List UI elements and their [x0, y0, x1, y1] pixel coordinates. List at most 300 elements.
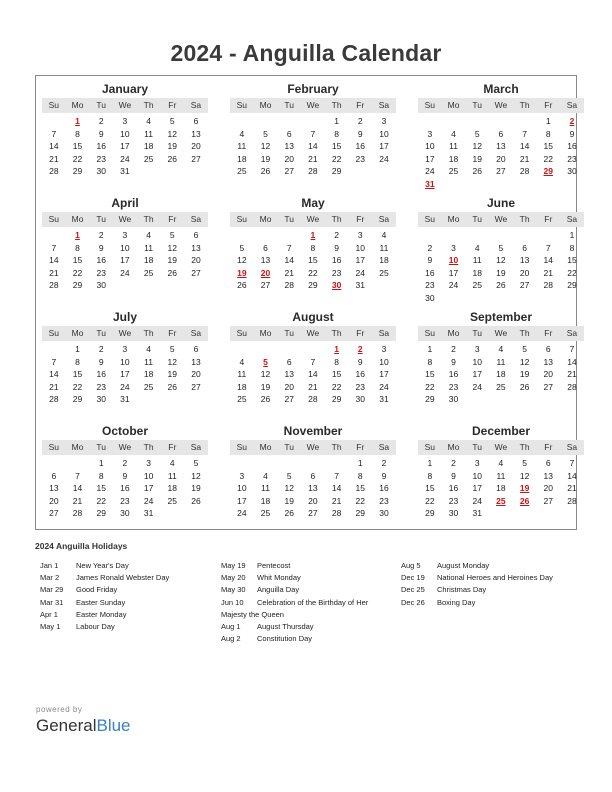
day-cell[interactable]: 24	[472, 495, 482, 506]
day-cell[interactable]: 9	[98, 128, 104, 139]
day-cell[interactable]: 2	[357, 116, 363, 126]
day-cell[interactable]: 22	[355, 495, 366, 506]
day-cell[interactable]: 16	[96, 141, 106, 152]
day-cell[interactable]: 2	[334, 230, 339, 240]
day-cell[interactable]: 11	[237, 141, 247, 152]
holiday-day-cell[interactable]: 26	[519, 495, 530, 506]
day-cell[interactable]: 25	[472, 280, 482, 291]
day-cell[interactable]: 11	[144, 242, 153, 253]
day-cell[interactable]: 22	[308, 267, 318, 278]
day-cell[interactable]: 9	[98, 356, 104, 367]
day-cell[interactable]: 8	[427, 470, 433, 481]
day-cell[interactable]: 25	[237, 166, 247, 177]
holiday-day-cell[interactable]: 1	[334, 344, 339, 354]
day-cell[interactable]: 28	[284, 280, 294, 291]
day-cell[interactable]: 4	[451, 128, 456, 139]
day-cell[interactable]: 8	[545, 128, 551, 139]
day-cell[interactable]: 13	[543, 470, 554, 481]
day-cell[interactable]: 22	[331, 153, 342, 164]
day-cell[interactable]: 14	[284, 255, 294, 266]
day-cell[interactable]: 15	[72, 369, 83, 380]
day-cell[interactable]: 2	[98, 230, 104, 240]
day-cell[interactable]: 4	[146, 116, 151, 126]
day-cell[interactable]: 26	[191, 495, 201, 506]
day-cell[interactable]: 2	[98, 116, 104, 126]
day-cell[interactable]: 25	[143, 153, 154, 164]
day-cell[interactable]: 10	[120, 242, 130, 253]
day-cell[interactable]: 19	[519, 369, 530, 380]
day-cell[interactable]: 1	[334, 116, 339, 126]
day-cell[interactable]: 13	[496, 141, 506, 152]
day-cell[interactable]: 3	[122, 230, 128, 240]
day-cell[interactable]: 27	[191, 153, 201, 164]
holiday-day-cell[interactable]: 1	[75, 116, 80, 126]
day-cell[interactable]: 19	[260, 153, 271, 164]
day-cell[interactable]: 27	[543, 381, 554, 392]
day-cell[interactable]: 1	[357, 458, 363, 468]
day-cell[interactable]: 12	[519, 470, 530, 481]
day-cell[interactable]: 3	[474, 458, 480, 468]
day-cell[interactable]: 19	[167, 369, 178, 380]
day-cell[interactable]: 3	[146, 458, 151, 468]
day-cell[interactable]: 15	[425, 483, 435, 494]
day-cell[interactable]: 6	[310, 470, 316, 481]
day-cell[interactable]: 26	[260, 394, 271, 405]
day-cell[interactable]: 12	[167, 242, 178, 253]
day-cell[interactable]: 12	[167, 128, 178, 139]
day-cell[interactable]: 25	[167, 495, 178, 506]
day-cell[interactable]: 6	[193, 230, 199, 240]
day-cell[interactable]: 9	[569, 128, 575, 139]
day-cell[interactable]: 24	[120, 381, 130, 392]
day-cell[interactable]: 9	[122, 470, 128, 481]
day-cell[interactable]: 23	[355, 153, 366, 164]
day-cell[interactable]: 3	[239, 470, 245, 481]
day-cell[interactable]: 17	[237, 495, 247, 506]
generalblue-logo[interactable]	[36, 716, 131, 736]
day-cell[interactable]: 5	[169, 230, 175, 240]
day-cell[interactable]: 17	[120, 369, 130, 380]
day-cell[interactable]: 11	[496, 356, 506, 367]
day-cell[interactable]: 13	[191, 356, 201, 367]
day-cell[interactable]: 4	[169, 458, 175, 468]
day-cell[interactable]: 23	[425, 280, 435, 291]
day-cell[interactable]: 13	[284, 369, 294, 380]
day-cell[interactable]: 6	[193, 344, 199, 354]
day-cell[interactable]: 15	[567, 255, 577, 266]
day-cell[interactable]: 16	[355, 369, 366, 380]
day-cell[interactable]: 2	[451, 458, 456, 468]
holiday-day-cell[interactable]: 29	[543, 166, 554, 177]
day-cell[interactable]: 10	[472, 356, 482, 367]
day-cell[interactable]: 30	[120, 508, 130, 519]
day-cell[interactable]: 17	[379, 141, 389, 152]
day-cell[interactable]: 3	[427, 128, 433, 139]
day-cell[interactable]: 11	[144, 128, 153, 139]
day-cell[interactable]: 22	[425, 495, 435, 506]
day-cell[interactable]: 30	[448, 394, 459, 405]
day-cell[interactable]: 16	[120, 483, 130, 494]
day-cell[interactable]: 24	[120, 267, 130, 278]
holiday-day-cell[interactable]: 1	[310, 230, 316, 240]
day-cell[interactable]: 30	[96, 280, 106, 291]
day-cell[interactable]: 5	[169, 116, 175, 126]
day-cell[interactable]: 19	[472, 153, 482, 164]
day-cell[interactable]: 18	[143, 141, 154, 152]
day-cell[interactable]: 12	[496, 255, 506, 266]
day-cell[interactable]: 15	[308, 255, 318, 266]
day-cell[interactable]: 17	[120, 255, 130, 266]
day-cell[interactable]: 6	[498, 128, 504, 139]
day-cell[interactable]: 29	[425, 394, 435, 405]
day-cell[interactable]: 6	[286, 356, 292, 367]
day-cell[interactable]: 5	[474, 128, 480, 139]
day-cell[interactable]: 23	[96, 381, 106, 392]
day-cell[interactable]: 9	[357, 356, 363, 367]
day-cell[interactable]: 12	[260, 141, 271, 152]
day-cell[interactable]: 22	[72, 153, 83, 164]
day-cell[interactable]: 23	[355, 381, 366, 392]
holiday-day-cell[interactable]: 20	[260, 267, 271, 278]
day-cell[interactable]: 6	[522, 242, 527, 253]
day-cell[interactable]: 29	[331, 394, 342, 405]
day-cell[interactable]: 16	[448, 369, 459, 380]
day-cell[interactable]: 30	[96, 166, 106, 177]
day-cell[interactable]: 23	[448, 495, 459, 506]
day-cell[interactable]: 26	[260, 166, 271, 177]
day-cell[interactable]: 18	[237, 153, 247, 164]
day-cell[interactable]: 4	[263, 470, 268, 481]
day-cell[interactable]: 7	[51, 242, 57, 253]
day-cell[interactable]: 4	[498, 344, 504, 354]
day-cell[interactable]: 14	[331, 483, 342, 494]
day-cell[interactable]: 11	[496, 470, 506, 481]
day-cell[interactable]: 13	[191, 128, 201, 139]
day-cell[interactable]: 30	[567, 166, 577, 177]
day-cell[interactable]: 15	[72, 141, 83, 152]
day-cell[interactable]: 24	[448, 280, 459, 291]
day-cell[interactable]: 6	[193, 116, 199, 126]
day-cell[interactable]: 15	[425, 369, 435, 380]
day-cell[interactable]: 6	[286, 128, 292, 139]
day-cell[interactable]: 12	[472, 141, 482, 152]
day-cell[interactable]: 17	[355, 255, 366, 266]
day-cell[interactable]: 13	[308, 483, 318, 494]
day-cell[interactable]: 7	[569, 458, 575, 468]
day-cell[interactable]: 24	[379, 381, 389, 392]
day-cell[interactable]: 29	[72, 394, 83, 405]
day-cell[interactable]: 16	[425, 267, 435, 278]
day-cell[interactable]: 26	[284, 508, 294, 519]
day-cell[interactable]: 9	[427, 255, 433, 266]
day-cell[interactable]: 25	[143, 381, 154, 392]
day-cell[interactable]: 21	[567, 483, 577, 494]
day-cell[interactable]: 27	[284, 166, 294, 177]
day-cell[interactable]: 20	[496, 153, 506, 164]
holiday-day-cell[interactable]: 25	[496, 495, 506, 506]
day-cell[interactable]: 7	[545, 242, 551, 253]
day-cell[interactable]: 10	[379, 356, 389, 367]
day-cell[interactable]: 24	[472, 381, 482, 392]
day-cell[interactable]: 14	[519, 141, 530, 152]
day-cell[interactable]: 3	[451, 242, 456, 253]
day-cell[interactable]: 24	[355, 267, 366, 278]
day-cell[interactable]: 18	[167, 483, 178, 494]
day-cell[interactable]: 22	[72, 381, 83, 392]
day-cell[interactable]: 5	[263, 128, 268, 139]
day-cell[interactable]: 27	[49, 508, 59, 519]
day-cell[interactable]: 15	[331, 369, 342, 380]
day-cell[interactable]: 31	[120, 394, 130, 405]
day-cell[interactable]: 10	[237, 483, 247, 494]
day-cell[interactable]: 19	[191, 483, 201, 494]
day-cell[interactable]: 7	[310, 128, 316, 139]
day-cell[interactable]: 29	[425, 508, 435, 519]
day-cell[interactable]: 8	[310, 242, 316, 253]
day-cell[interactable]: 31	[472, 508, 482, 519]
day-cell[interactable]: 14	[49, 369, 59, 380]
day-cell[interactable]: 27	[260, 280, 271, 291]
day-cell[interactable]: 11	[449, 141, 458, 152]
day-cell[interactable]: 21	[49, 267, 59, 278]
day-cell[interactable]: 10	[355, 242, 366, 253]
day-cell[interactable]: 8	[75, 356, 80, 367]
day-cell[interactable]: 3	[474, 344, 480, 354]
day-cell[interactable]: 9	[381, 470, 387, 481]
holiday-day-cell[interactable]: 2	[357, 344, 363, 354]
day-cell[interactable]: 25	[143, 267, 154, 278]
day-cell[interactable]: 22	[96, 495, 106, 506]
day-cell[interactable]: 9	[451, 470, 456, 481]
day-cell[interactable]: 18	[472, 267, 482, 278]
day-cell[interactable]: 18	[143, 255, 154, 266]
day-cell[interactable]: 19	[167, 141, 178, 152]
day-cell[interactable]: 12	[260, 369, 271, 380]
day-cell[interactable]: 21	[284, 267, 294, 278]
day-cell[interactable]: 20	[284, 381, 294, 392]
day-cell[interactable]: 17	[425, 153, 435, 164]
day-cell[interactable]: 15	[355, 483, 366, 494]
day-cell[interactable]: 22	[72, 267, 83, 278]
day-cell[interactable]: 8	[334, 356, 339, 367]
day-cell[interactable]: 24	[379, 153, 389, 164]
day-cell[interactable]: 14	[567, 470, 577, 481]
day-cell[interactable]: 12	[191, 470, 201, 481]
day-cell[interactable]: 1	[545, 116, 551, 126]
day-cell[interactable]: 28	[567, 381, 577, 392]
day-cell[interactable]: 30	[379, 508, 389, 519]
day-cell[interactable]: 7	[51, 128, 57, 139]
holiday-day-cell[interactable]: 1	[75, 230, 80, 240]
day-cell[interactable]: 28	[49, 394, 59, 405]
day-cell[interactable]: 7	[75, 470, 80, 481]
day-cell[interactable]: 2	[451, 344, 456, 354]
day-cell[interactable]: 23	[96, 267, 106, 278]
day-cell[interactable]: 9	[357, 128, 363, 139]
day-cell[interactable]: 8	[75, 128, 80, 139]
day-cell[interactable]: 14	[543, 255, 554, 266]
day-cell[interactable]: 1	[75, 344, 80, 354]
day-cell[interactable]: 27	[191, 381, 201, 392]
day-cell[interactable]: 17	[448, 267, 459, 278]
holiday-day-cell[interactable]: 19	[237, 267, 247, 278]
day-cell[interactable]: 11	[379, 242, 389, 253]
holiday-day-cell[interactable]: 10	[448, 255, 459, 266]
day-cell[interactable]: 23	[448, 381, 459, 392]
day-cell[interactable]: 28	[331, 508, 342, 519]
day-cell[interactable]: 22	[543, 153, 554, 164]
day-cell[interactable]: 23	[379, 495, 389, 506]
day-cell[interactable]: 8	[569, 242, 575, 253]
day-cell[interactable]: 20	[284, 153, 294, 164]
day-cell[interactable]: 14	[308, 369, 318, 380]
day-cell[interactable]: 4	[474, 242, 480, 253]
day-cell[interactable]: 18	[379, 255, 389, 266]
day-cell[interactable]: 21	[567, 369, 577, 380]
day-cell[interactable]: 11	[237, 369, 247, 380]
day-cell[interactable]: 10	[472, 470, 482, 481]
day-cell[interactable]: 15	[543, 141, 554, 152]
day-cell[interactable]: 23	[331, 267, 342, 278]
day-cell[interactable]: 5	[498, 242, 504, 253]
day-cell[interactable]: 13	[191, 242, 201, 253]
day-cell[interactable]: 19	[496, 267, 506, 278]
day-cell[interactable]: 2	[381, 458, 387, 468]
day-cell[interactable]: 20	[308, 495, 318, 506]
day-cell[interactable]: 13	[260, 255, 271, 266]
day-cell[interactable]: 12	[284, 483, 294, 494]
day-cell[interactable]: 5	[522, 458, 527, 468]
day-cell[interactable]: 11	[472, 255, 482, 266]
day-cell[interactable]: 30	[425, 292, 435, 303]
day-cell[interactable]: 31	[355, 280, 366, 291]
day-cell[interactable]: 17	[143, 483, 154, 494]
day-cell[interactable]: 28	[72, 508, 83, 519]
day-cell[interactable]: 22	[567, 267, 577, 278]
day-cell[interactable]: 2	[427, 242, 433, 253]
day-cell[interactable]: 25	[496, 381, 506, 392]
day-cell[interactable]: 17	[379, 369, 389, 380]
day-cell[interactable]: 18	[143, 369, 154, 380]
day-cell[interactable]: 24	[425, 166, 435, 177]
day-cell[interactable]: 18	[448, 153, 459, 164]
day-cell[interactable]: 5	[169, 344, 175, 354]
day-cell[interactable]: 3	[122, 116, 128, 126]
day-cell[interactable]: 19	[167, 255, 178, 266]
day-cell[interactable]: 26	[167, 381, 178, 392]
day-cell[interactable]: 27	[543, 495, 554, 506]
day-cell[interactable]: 20	[191, 255, 201, 266]
day-cell[interactable]: 1	[98, 458, 104, 468]
day-cell[interactable]: 10	[120, 356, 130, 367]
day-cell[interactable]: 21	[72, 495, 83, 506]
day-cell[interactable]: 10	[120, 128, 130, 139]
day-cell[interactable]: 5	[286, 470, 292, 481]
day-cell[interactable]: 25	[448, 166, 459, 177]
day-cell[interactable]: 1	[427, 344, 433, 354]
day-cell[interactable]: 3	[357, 230, 363, 240]
day-cell[interactable]: 21	[308, 381, 318, 392]
day-cell[interactable]: 11	[167, 470, 177, 481]
day-cell[interactable]: 27	[284, 394, 294, 405]
day-cell[interactable]: 16	[448, 483, 459, 494]
day-cell[interactable]: 28	[519, 166, 530, 177]
day-cell[interactable]: 20	[191, 369, 201, 380]
holiday-day-cell[interactable]: 31	[425, 178, 435, 189]
day-cell[interactable]: 27	[519, 280, 530, 291]
day-cell[interactable]: 21	[49, 153, 59, 164]
day-cell[interactable]: 26	[167, 267, 178, 278]
day-cell[interactable]: 8	[98, 470, 104, 481]
day-cell[interactable]: 5	[522, 344, 527, 354]
holiday-day-cell[interactable]: 2	[569, 116, 575, 126]
day-cell[interactable]: 11	[144, 356, 153, 367]
day-cell[interactable]: 19	[260, 381, 271, 392]
day-cell[interactable]: 17	[472, 483, 482, 494]
day-cell[interactable]: 19	[284, 495, 294, 506]
day-cell[interactable]: 25	[260, 508, 271, 519]
day-cell[interactable]: 1	[427, 458, 433, 468]
day-cell[interactable]: 17	[472, 369, 482, 380]
day-cell[interactable]: 8	[357, 470, 363, 481]
day-cell[interactable]: 29	[355, 508, 366, 519]
day-cell[interactable]: 18	[496, 483, 506, 494]
day-cell[interactable]: 8	[75, 242, 80, 253]
day-cell[interactable]: 7	[569, 344, 575, 354]
day-cell[interactable]: 6	[545, 458, 551, 468]
day-cell[interactable]: 18	[260, 495, 271, 506]
day-cell[interactable]: 27	[496, 166, 506, 177]
day-cell[interactable]: 17	[120, 141, 130, 152]
day-cell[interactable]: 1	[569, 230, 575, 240]
day-cell[interactable]: 12	[519, 356, 530, 367]
day-cell[interactable]: 28	[49, 166, 59, 177]
day-cell[interactable]: 10	[379, 128, 389, 139]
day-cell[interactable]: 14	[567, 356, 577, 367]
day-cell[interactable]: 28	[543, 280, 554, 291]
day-cell[interactable]: 26	[167, 153, 178, 164]
day-cell[interactable]: 30	[96, 394, 106, 405]
day-cell[interactable]: 28	[308, 394, 318, 405]
day-cell[interactable]: 7	[310, 356, 316, 367]
day-cell[interactable]: 29	[72, 280, 83, 291]
day-cell[interactable]: 3	[122, 344, 128, 354]
day-cell[interactable]: 4	[381, 230, 387, 240]
day-cell[interactable]: 29	[567, 280, 577, 291]
day-cell[interactable]: 22	[425, 381, 435, 392]
day-cell[interactable]: 23	[567, 153, 577, 164]
day-cell[interactable]: 13	[284, 141, 294, 152]
day-cell[interactable]: 15	[72, 255, 83, 266]
day-cell[interactable]: 30	[355, 394, 366, 405]
day-cell[interactable]: 26	[237, 280, 247, 291]
day-cell[interactable]: 7	[334, 470, 339, 481]
day-cell[interactable]: 23	[96, 153, 106, 164]
day-cell[interactable]: 4	[498, 458, 504, 468]
day-cell[interactable]: 29	[331, 166, 342, 177]
day-cell[interactable]: 7	[51, 356, 57, 367]
day-cell[interactable]: 13	[49, 483, 59, 494]
day-cell[interactable]: 21	[308, 153, 318, 164]
day-cell[interactable]: 4	[146, 344, 151, 354]
day-cell[interactable]: 3	[381, 116, 387, 126]
day-cell[interactable]: 27	[191, 267, 201, 278]
day-cell[interactable]: 20	[191, 141, 201, 152]
day-cell[interactable]: 12	[167, 356, 178, 367]
day-cell[interactable]: 26	[496, 280, 506, 291]
day-cell[interactable]: 10	[425, 141, 435, 152]
day-cell[interactable]: 28	[567, 495, 577, 506]
